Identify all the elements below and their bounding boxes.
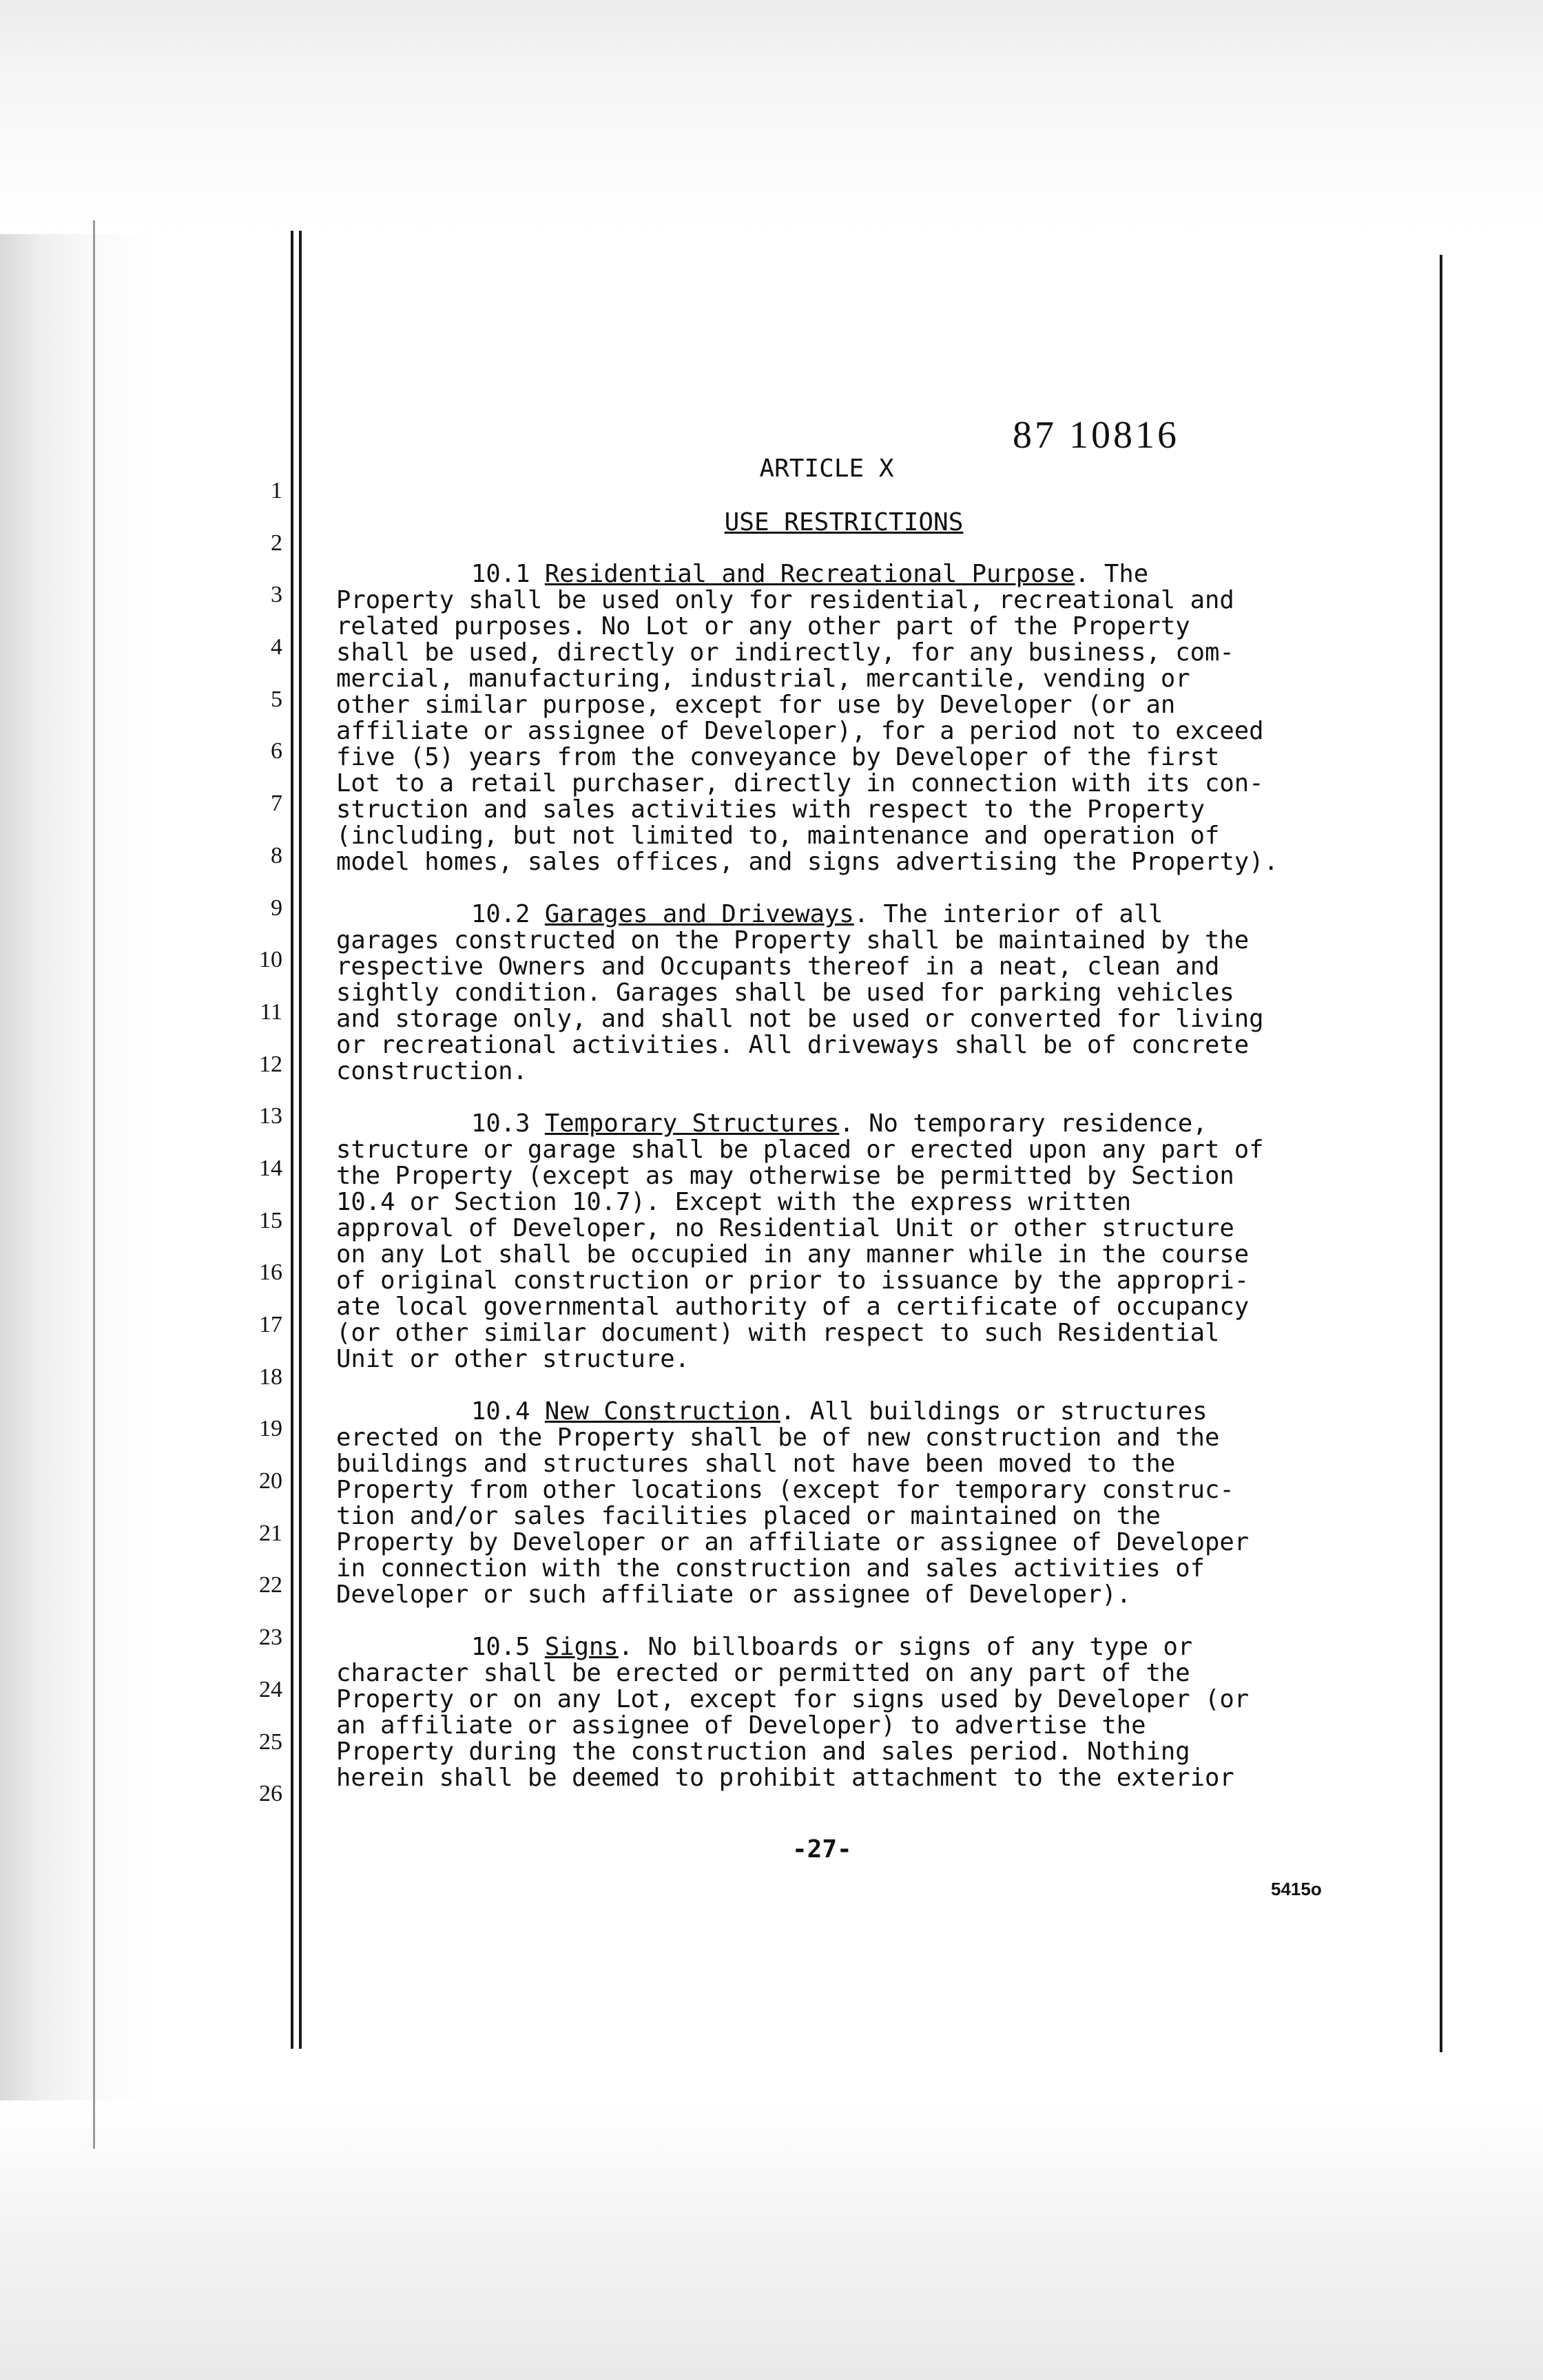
text-line: 10.5 Signs. No billboards or signs of any type or: [471, 1633, 1193, 1661]
section-number: 10.1: [471, 560, 530, 588]
document-code: 5415o: [1271, 1879, 1322, 1899]
article-title: ARTICLE X: [759, 455, 894, 483]
line-number: 17: [259, 1312, 282, 1337]
text-line: 10.2 Garages and Driveways. The interior of all: [471, 900, 1163, 928]
margin-rule-left-outer: [291, 231, 293, 2049]
text-line: garages constructed on the Property shall be maintained by the: [336, 926, 1250, 954]
section-first-line: No temporary residence,: [869, 1109, 1208, 1138]
text-line: of original construction or prior to issuance by the appropri-: [336, 1266, 1250, 1295]
text-line: 10.4 New Construction. All buildings or structures: [471, 1397, 1208, 1426]
text-line: buildings and structures shall not have been moved to the: [336, 1450, 1176, 1478]
text-line: affiliate or assignee of Developer), for a period not to exceed: [336, 717, 1264, 745]
text-line: herein shall be deemed to prohibit attachment to the exterior: [336, 1764, 1234, 1792]
line-number: 16: [259, 1260, 282, 1286]
text-line: an affiliate or assignee of Developer) to advertise the: [336, 1711, 1146, 1740]
section-title: Residential and Recreational Purpose: [544, 560, 1075, 588]
text-line: structure or garage shall be placed or erected upon any part of: [336, 1136, 1264, 1164]
text-line: struction and sales activities with respect to the Property: [336, 795, 1205, 824]
line-number: 3: [271, 582, 282, 608]
scan-shadow-left: [0, 0, 158, 2380]
text-line: (including, but not limited to, maintenance and operation of: [336, 822, 1220, 850]
text-line: in connection with the construction and sales activities of: [336, 1554, 1205, 1583]
text-line: 10.3 Temporary Structures. No temporary residence,: [471, 1109, 1208, 1138]
line-number: 13: [259, 1103, 282, 1129]
line-number: 1: [271, 478, 282, 503]
text-line: sightly condition. Garages shall be used for parking vehicles: [336, 979, 1234, 1007]
text-line: respective Owners and Occupants thereof in a neat, clean and: [336, 952, 1220, 981]
line-number: 6: [271, 738, 282, 764]
text-line: tion and/or sales facilities placed or maintained on the: [336, 1502, 1161, 1530]
text-line: Lot to a retail purchaser, directly in connection with its con-: [336, 769, 1264, 797]
text-line: other similar purpose, except for use by Developer (or an: [336, 691, 1176, 719]
section-paragraph: [336, 1634, 1411, 1791]
section-first-line: The: [1104, 560, 1149, 588]
line-number: 20: [259, 1468, 282, 1494]
text-line: and storage only, and shall not be used or converted for living: [336, 1005, 1264, 1033]
section-title: Temporary Structures: [544, 1109, 840, 1138]
text-line: related purposes. No Lot or any other part of the Property: [336, 612, 1190, 640]
section-first-line: No billboards or signs of any type or: [648, 1633, 1193, 1661]
text-line: the Property (except as may otherwise be permitted by Section: [336, 1162, 1234, 1190]
text-line: model homes, sales offices, and signs advertising the Property).: [336, 848, 1278, 876]
line-number: 19: [259, 1416, 282, 1442]
line-number: 8: [271, 842, 282, 868]
line-number: 5: [271, 686, 282, 712]
page-number: -27-: [792, 1835, 852, 1864]
line-number: 11: [260, 999, 282, 1025]
text-line: on any Lot shall be occupied in any manner while in the course: [336, 1240, 1250, 1269]
line-number: 2: [271, 530, 282, 556]
scan-shadow-top: [0, 0, 1543, 234]
section-title: Garages and Driveways: [544, 900, 854, 928]
section-heading: USE RESTRICTIONS: [724, 508, 964, 536]
line-number: 23: [259, 1625, 282, 1651]
recording-number: 87 10816: [1013, 414, 1179, 457]
section-paragraph: [336, 1399, 1411, 1608]
text-line: construction.: [336, 1057, 528, 1085]
section-title: Signs: [544, 1633, 619, 1661]
text-line: ate local governmental authority of a certificate of occupancy: [336, 1293, 1250, 1321]
line-number: 26: [259, 1781, 282, 1807]
line-number: 25: [259, 1729, 282, 1755]
page-edge-line: [93, 220, 95, 2149]
line-number: 12: [259, 1051, 282, 1077]
scan-shadow-bottom: [0, 2100, 1543, 2380]
text-line: 10.4 or Section 10.7). Except with the express written: [336, 1188, 1132, 1216]
text-line: erected on the Property shall be of new construction and the: [336, 1423, 1220, 1452]
line-number-column: [227, 465, 282, 1820]
section-number: 10.2: [471, 900, 530, 928]
section-title: New Construction: [544, 1397, 780, 1426]
text-line: Developer or such affiliate or assignee of Developer).: [336, 1580, 1132, 1609]
text-line: Property or on any Lot, except for signs used by Developer (or: [336, 1685, 1250, 1713]
text-line: or recreational activities. All driveways shall be of concrete: [336, 1031, 1250, 1059]
line-number: 9: [271, 895, 282, 921]
section-paragraph: [336, 1111, 1411, 1372]
text-line: Unit or other structure.: [336, 1345, 690, 1373]
line-number: 14: [259, 1155, 282, 1181]
text-line: mercial, manufacturing, industrial, mercantile, vending or: [336, 665, 1190, 693]
section-number: 10.4: [471, 1397, 530, 1426]
text-line: five (5) years from the conveyance by Developer of the first: [336, 743, 1220, 771]
text-line: 10.1 Residential and Recreational Purpose. The: [471, 560, 1149, 588]
line-number: 22: [259, 1572, 282, 1598]
text-line: (or other similar document) with respect to such Residential: [336, 1319, 1220, 1347]
line-number: 15: [259, 1207, 282, 1233]
section-number: 10.5: [471, 1633, 530, 1661]
text-line: Property during the construction and sales period. Nothing: [336, 1737, 1190, 1766]
margin-rule-left-inner: [299, 231, 302, 2049]
text-line: shall be used, directly or indirectly, for any business, com-: [336, 638, 1234, 667]
section-first-line: The interior of all: [883, 900, 1163, 928]
section-first-line: All buildings or structures: [809, 1397, 1208, 1426]
text-line: approval of Developer, no Residential Unit or other structure: [336, 1214, 1234, 1242]
line-number: 10: [259, 947, 282, 973]
text-line: Property by Developer or an affiliate or assignee of Developer: [336, 1528, 1250, 1556]
text-line: Property from other locations (except for temporary construc-: [336, 1476, 1234, 1504]
text-line: Property shall be used only for residential, recreational and: [336, 586, 1234, 614]
document-body: [336, 561, 1411, 1817]
text-line: character shall be erected or permitted on any part of the: [336, 1659, 1190, 1687]
line-number: 18: [259, 1364, 282, 1390]
line-number: 21: [259, 1520, 282, 1546]
section-number: 10.3: [471, 1109, 530, 1138]
line-number: 7: [271, 791, 282, 817]
section-paragraph: [336, 561, 1411, 875]
margin-rule-right: [1440, 255, 1442, 2052]
section-paragraph: [336, 901, 1411, 1085]
line-number: 24: [259, 1676, 282, 1702]
line-number: 4: [271, 634, 282, 660]
